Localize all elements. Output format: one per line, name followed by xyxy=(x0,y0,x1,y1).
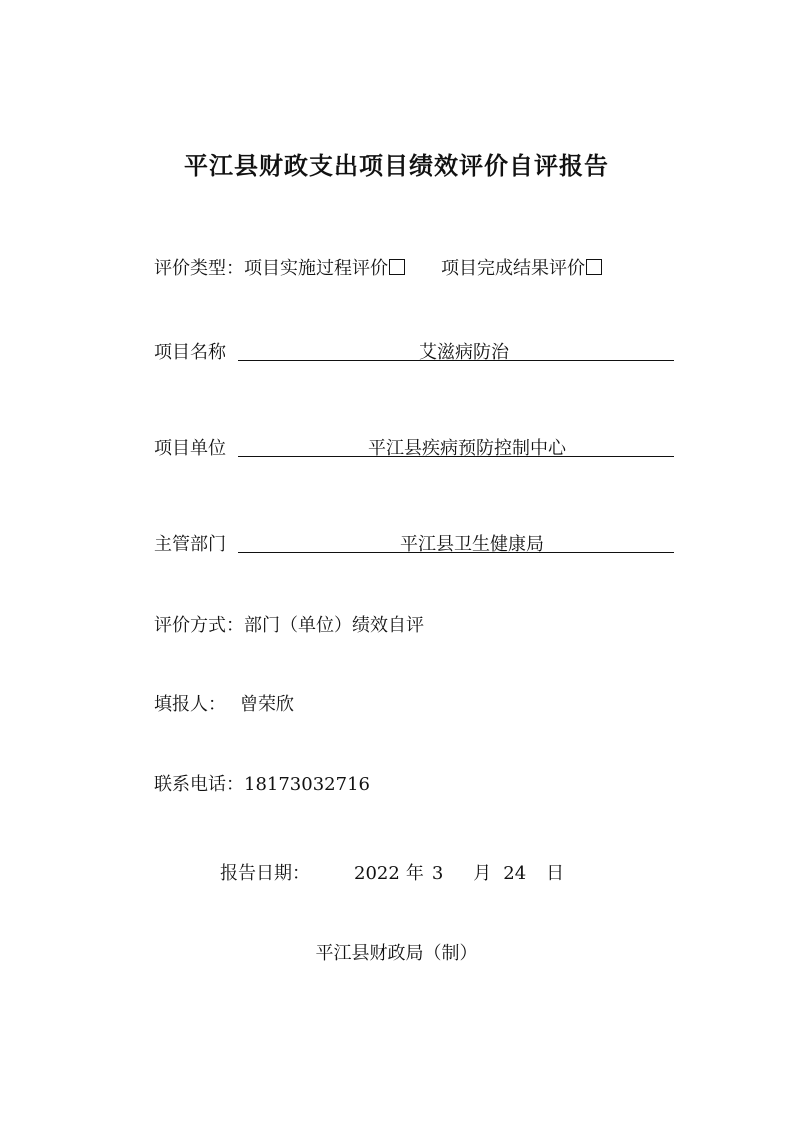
result-checkbox[interactable] xyxy=(586,259,602,275)
project-unit-row xyxy=(154,434,674,460)
report-date-line xyxy=(220,859,564,885)
project-name-value: 艾滋病防治 xyxy=(419,342,509,363)
report-month-unit: 月 xyxy=(473,863,492,884)
report-day: 24 xyxy=(503,863,527,884)
supervising-dept-value: 平江县卫生健康局 xyxy=(400,534,544,555)
document-title: 平江县财政支出项目绩效评价自评报告 xyxy=(184,151,609,180)
contact-label: 联系电话： xyxy=(154,774,244,795)
contact-line xyxy=(154,770,370,796)
report-year-unit: 年 xyxy=(405,863,424,884)
report-day-unit: 日 xyxy=(546,863,565,884)
supervising-dept-row xyxy=(154,530,674,556)
project-name-row xyxy=(154,338,674,364)
filler-value: 曾荣欣 xyxy=(240,694,294,715)
project-name-label: 项目名称 xyxy=(154,342,226,363)
evaluation-method: 评价方式：部门（单位）绩效自评 xyxy=(154,615,424,636)
project-unit-label: 项目单位 xyxy=(154,438,226,459)
report-month: 3 xyxy=(431,863,444,884)
report-date-label: 报告日期： xyxy=(220,863,310,884)
filler-label: 填报人： xyxy=(154,694,226,715)
process-checkbox[interactable] xyxy=(389,259,405,275)
evaluation-type-line xyxy=(154,254,602,280)
project-unit-value: 平江县疾病预防控制中心 xyxy=(368,438,566,459)
supervising-dept-label: 主管部门 xyxy=(154,534,226,555)
issuer-footer: 平江县财政局（制） xyxy=(315,943,478,964)
option-result-label: 项目完成结果评价 xyxy=(441,258,585,279)
evaluation-type-label: 评价类型： xyxy=(154,258,244,279)
report-year: 2022 xyxy=(354,863,400,884)
filler-line xyxy=(154,690,294,716)
contact-value: 18173032716 xyxy=(244,774,370,795)
option-process-label: 项目实施过程评价 xyxy=(244,258,388,279)
